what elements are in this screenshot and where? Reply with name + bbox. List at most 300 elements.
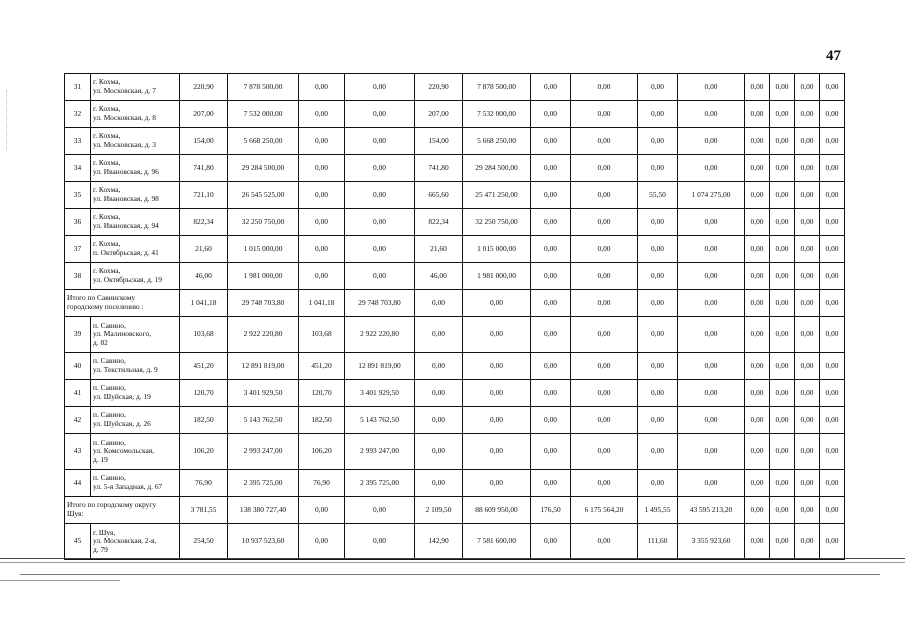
value-cell: 182,50 xyxy=(180,407,228,434)
value-cell: 21,60 xyxy=(180,236,228,263)
address-cell-line: г. Кохма, xyxy=(93,104,121,114)
value-cell: 0,00 xyxy=(795,182,820,209)
row-number: 36 xyxy=(65,209,91,236)
address-cell-line: г. Кохма, xyxy=(93,266,121,276)
address-cell xyxy=(91,74,180,101)
value-cell: 88 609 950,00 xyxy=(463,497,531,524)
address-cell-line: ул. Комсомольская, xyxy=(93,446,155,456)
value-cell: 0,00 xyxy=(745,128,770,155)
address-cell-line: ул. Московская, д. 7 xyxy=(93,86,156,95)
value-cell: 0,00 xyxy=(678,407,745,434)
value-cell: 0,00 xyxy=(531,101,571,128)
value-cell: 0,00 xyxy=(795,317,820,353)
value-cell: 0,00 xyxy=(531,209,571,236)
value-cell: 0,00 xyxy=(299,263,345,290)
table-row xyxy=(65,74,845,101)
value-cell: 0,00 xyxy=(678,434,745,470)
value-cell: 451,20 xyxy=(180,353,228,380)
value-cell: 207,00 xyxy=(180,101,228,128)
table-row xyxy=(65,236,845,263)
value-cell: 0,00 xyxy=(345,182,415,209)
row-number: 44 xyxy=(65,470,91,497)
address-cell-line: ул. Ивановская, д. 94 xyxy=(93,221,159,230)
value-cell: 0,00 xyxy=(531,182,571,209)
table-row xyxy=(65,155,845,182)
value-cell: 0,00 xyxy=(795,74,820,101)
value-cell: 0,00 xyxy=(638,407,678,434)
value-cell: 182,50 xyxy=(299,407,345,434)
value-cell: 822,34 xyxy=(180,209,228,236)
address-cell-line: п. Савино, xyxy=(93,437,126,447)
value-cell: 0,00 xyxy=(299,497,345,524)
address-cell xyxy=(91,182,180,209)
value-cell: 0,00 xyxy=(678,353,745,380)
value-cell: 0,00 xyxy=(531,407,571,434)
value-cell: 0,00 xyxy=(345,101,415,128)
value-cell: 0,00 xyxy=(678,155,745,182)
value-cell: 0,00 xyxy=(299,155,345,182)
margin-mark xyxy=(6,90,8,150)
subtotal-label xyxy=(65,497,180,524)
value-cell: 0,00 xyxy=(820,128,845,155)
value-cell: 0,00 xyxy=(770,263,795,290)
subtotal-label-line: Итого по городскому округу xyxy=(67,500,157,510)
value-cell: 0,00 xyxy=(678,470,745,497)
value-cell: 0,00 xyxy=(820,380,845,407)
value-cell: 0,00 xyxy=(299,74,345,101)
address-cell xyxy=(91,236,180,263)
address-cell-line: г. Кохма, xyxy=(93,212,121,222)
value-cell: 5 143 762,50 xyxy=(345,407,415,434)
address-cell-line: ул. Ивановская, д. 98 xyxy=(93,194,159,203)
value-cell: 0,00 xyxy=(638,470,678,497)
value-cell: 26 545 525,00 xyxy=(228,182,299,209)
value-cell: 55,50 xyxy=(638,182,678,209)
value-cell: 0,00 xyxy=(531,524,571,560)
address-cell-line: п. Савино, xyxy=(93,320,126,330)
table-body xyxy=(65,74,845,560)
value-cell: 0,00 xyxy=(820,263,845,290)
value-cell: 0,00 xyxy=(770,182,795,209)
value-cell: 0,00 xyxy=(795,470,820,497)
value-cell: 0,00 xyxy=(820,182,845,209)
value-cell: 0,00 xyxy=(463,380,531,407)
value-cell: 0,00 xyxy=(770,128,795,155)
value-cell: 0,00 xyxy=(745,524,770,560)
housing-register-table xyxy=(64,73,845,560)
value-cell: 0,00 xyxy=(463,407,531,434)
row-number: 39 xyxy=(65,317,91,353)
value-cell: 0,00 xyxy=(820,209,845,236)
value-cell: 0,00 xyxy=(678,209,745,236)
value-cell: 1 015 000,00 xyxy=(228,236,299,263)
address-cell xyxy=(91,524,180,560)
value-cell: 3 401 929,50 xyxy=(228,380,299,407)
value-cell: 0,00 xyxy=(745,407,770,434)
row-number: 35 xyxy=(65,182,91,209)
value-cell: 0,00 xyxy=(299,209,345,236)
value-cell: 741,80 xyxy=(415,155,463,182)
value-cell: 0,00 xyxy=(415,470,463,497)
address-cell-line: г. Кохма, xyxy=(93,77,121,87)
value-cell: 0,00 xyxy=(531,470,571,497)
value-cell: 0,00 xyxy=(415,353,463,380)
value-cell: 0,00 xyxy=(678,101,745,128)
value-cell: 103,68 xyxy=(299,317,345,353)
value-cell: 29 284 500,00 xyxy=(228,155,299,182)
value-cell: 0,00 xyxy=(571,101,638,128)
address-cell xyxy=(91,101,180,128)
table-row xyxy=(65,209,845,236)
value-cell: 0,00 xyxy=(638,317,678,353)
value-cell: 0,00 xyxy=(745,74,770,101)
value-cell: 451,20 xyxy=(299,353,345,380)
value-cell: 5 668 250,00 xyxy=(228,128,299,155)
row-number: 43 xyxy=(65,434,91,470)
value-cell: 0,00 xyxy=(299,128,345,155)
table-row xyxy=(65,263,845,290)
address-cell-line: п. Савино, xyxy=(93,410,126,420)
value-cell: 0,00 xyxy=(770,524,795,560)
value-cell: 0,00 xyxy=(770,209,795,236)
value-cell: 0,00 xyxy=(770,434,795,470)
value-cell: 0,00 xyxy=(571,524,638,560)
value-cell: 0,00 xyxy=(345,497,415,524)
value-cell: 32 250 750,00 xyxy=(463,209,531,236)
value-cell: 0,00 xyxy=(571,317,638,353)
value-cell: 120,70 xyxy=(180,380,228,407)
address-cell xyxy=(91,407,180,434)
value-cell: 0,00 xyxy=(770,236,795,263)
value-cell: 2 993 247,00 xyxy=(345,434,415,470)
value-cell: 0,00 xyxy=(770,290,795,317)
value-cell: 0,00 xyxy=(678,380,745,407)
address-cell-line: ул. Московская, д. 8 xyxy=(93,113,156,122)
value-cell: 43 595 213,20 xyxy=(678,497,745,524)
value-cell: 0,00 xyxy=(463,353,531,380)
value-cell: 0,00 xyxy=(345,74,415,101)
value-cell: 0,00 xyxy=(745,209,770,236)
address-cell xyxy=(91,128,180,155)
address-cell-line: п. Савино, xyxy=(93,383,126,393)
value-cell: 0,00 xyxy=(571,128,638,155)
value-cell: 5 143 762,50 xyxy=(228,407,299,434)
value-cell: 0,00 xyxy=(745,470,770,497)
value-cell: 0,00 xyxy=(638,155,678,182)
value-cell: 0,00 xyxy=(745,236,770,263)
value-cell: 0,00 xyxy=(678,74,745,101)
value-cell: 2 395 725,00 xyxy=(228,470,299,497)
value-cell: 142,90 xyxy=(415,524,463,560)
table-row xyxy=(65,380,845,407)
value-cell: 0,00 xyxy=(795,524,820,560)
row-number: 41 xyxy=(65,380,91,407)
value-cell: 0,00 xyxy=(795,128,820,155)
page-number: 47 xyxy=(826,48,841,64)
value-cell: 0,00 xyxy=(345,155,415,182)
value-cell: 0,00 xyxy=(745,263,770,290)
value-cell: 7 532 000,00 xyxy=(228,101,299,128)
value-cell: 0,00 xyxy=(745,101,770,128)
value-cell: 0,00 xyxy=(795,155,820,182)
row-number: 37 xyxy=(65,236,91,263)
value-cell: 21,60 xyxy=(415,236,463,263)
address-cell xyxy=(91,470,180,497)
value-cell: 0,00 xyxy=(795,434,820,470)
value-cell: 822,34 xyxy=(415,209,463,236)
value-cell: 46,00 xyxy=(180,263,228,290)
value-cell: 0,00 xyxy=(531,317,571,353)
value-cell: 721,10 xyxy=(180,182,228,209)
address-cell-line: ул. Ивановская, д. 96 xyxy=(93,167,159,176)
value-cell: 0,00 xyxy=(820,470,845,497)
value-cell: 0,00 xyxy=(571,407,638,434)
address-cell-line: г. Кохма, xyxy=(93,239,121,249)
value-cell: 106,20 xyxy=(180,434,228,470)
value-cell: 0,00 xyxy=(678,128,745,155)
value-cell: 0,00 xyxy=(571,470,638,497)
subtotal-label-line: городскому поселению : xyxy=(67,302,144,311)
value-cell: 0,00 xyxy=(820,353,845,380)
value-cell: 0,00 xyxy=(571,236,638,263)
value-cell: 5 668 250,00 xyxy=(463,128,531,155)
value-cell: 220,90 xyxy=(180,74,228,101)
value-cell: 154,00 xyxy=(180,128,228,155)
value-cell: 0,00 xyxy=(571,290,638,317)
address-cell-line: г. Кохма, xyxy=(93,158,121,168)
row-number: 45 xyxy=(65,524,91,560)
table-row xyxy=(65,101,845,128)
value-cell: 1 041,18 xyxy=(180,290,228,317)
value-cell: 0,00 xyxy=(463,434,531,470)
value-cell: 0,00 xyxy=(463,317,531,353)
value-cell: 0,00 xyxy=(345,263,415,290)
value-cell: 0,00 xyxy=(678,236,745,263)
value-cell: 154,00 xyxy=(415,128,463,155)
bottom-rule xyxy=(0,562,905,563)
table-row xyxy=(65,524,845,560)
value-cell: 76,90 xyxy=(299,470,345,497)
subtotal-row xyxy=(65,497,845,524)
value-cell: 7 878 500,00 xyxy=(463,74,531,101)
value-cell: 0,00 xyxy=(531,155,571,182)
value-cell: 2 993 247,00 xyxy=(228,434,299,470)
value-cell: 0,00 xyxy=(638,434,678,470)
address-cell xyxy=(91,209,180,236)
value-cell: 0,00 xyxy=(820,434,845,470)
value-cell: 2 922 220,80 xyxy=(228,317,299,353)
row-number: 34 xyxy=(65,155,91,182)
address-cell xyxy=(91,155,180,182)
value-cell: 220,90 xyxy=(415,74,463,101)
value-cell: 2 922 220,80 xyxy=(345,317,415,353)
value-cell: 176,50 xyxy=(531,497,571,524)
address-cell-line: ул. Малиновского, xyxy=(93,329,151,339)
value-cell: 7 532 000,00 xyxy=(463,101,531,128)
value-cell: 0,00 xyxy=(795,407,820,434)
value-cell: 0,00 xyxy=(745,434,770,470)
value-cell: 29 748 703,80 xyxy=(228,290,299,317)
value-cell: 0,00 xyxy=(770,353,795,380)
value-cell: 1 981 000,00 xyxy=(228,263,299,290)
address-cell xyxy=(91,353,180,380)
value-cell: 0,00 xyxy=(770,380,795,407)
value-cell: 0,00 xyxy=(770,407,795,434)
value-cell: 29 748 703,80 xyxy=(345,290,415,317)
value-cell: 0,00 xyxy=(345,524,415,560)
value-cell: 0,00 xyxy=(571,209,638,236)
value-cell: 46,00 xyxy=(415,263,463,290)
value-cell: 0,00 xyxy=(571,353,638,380)
value-cell: 0,00 xyxy=(795,236,820,263)
value-cell: 0,00 xyxy=(531,236,571,263)
value-cell: 0,00 xyxy=(571,434,638,470)
table-row xyxy=(65,128,845,155)
address-cell-line: д. 82 xyxy=(93,337,108,347)
value-cell: 0,00 xyxy=(745,182,770,209)
value-cell: 106,20 xyxy=(299,434,345,470)
value-cell: 0,00 xyxy=(820,497,845,524)
value-cell: 0,00 xyxy=(795,353,820,380)
value-cell: 0,00 xyxy=(531,434,571,470)
row-number: 33 xyxy=(65,128,91,155)
address-cell-line: ул. Московская, 2-я, xyxy=(93,536,157,546)
value-cell: 7 581 600,00 xyxy=(463,524,531,560)
address-cell-line: ул. Шуйская, д. 19 xyxy=(93,392,151,401)
value-cell: 111,60 xyxy=(638,524,678,560)
value-cell: 0,00 xyxy=(463,470,531,497)
value-cell: 0,00 xyxy=(638,236,678,263)
address-cell-line: г. Кохма, xyxy=(93,185,121,195)
value-cell: 0,00 xyxy=(299,236,345,263)
value-cell: 2 395 725,00 xyxy=(345,470,415,497)
table-row xyxy=(65,353,845,380)
address-cell-line: п. Савино, xyxy=(93,473,126,483)
value-cell: 0,00 xyxy=(415,317,463,353)
value-cell: 0,00 xyxy=(638,263,678,290)
address-cell-line: ул. 5-я Западная, д. 67 xyxy=(93,482,163,491)
value-cell: 0,00 xyxy=(638,380,678,407)
value-cell: 0,00 xyxy=(638,74,678,101)
bottom-rule xyxy=(0,580,120,581)
address-cell xyxy=(91,263,180,290)
value-cell: 29 284 500,00 xyxy=(463,155,531,182)
value-cell: 207,00 xyxy=(415,101,463,128)
address-cell-line: д. 19 xyxy=(93,454,108,464)
value-cell: 0,00 xyxy=(770,470,795,497)
value-cell: 0,00 xyxy=(638,101,678,128)
value-cell: 0,00 xyxy=(745,353,770,380)
value-cell: 0,00 xyxy=(345,209,415,236)
value-cell: 0,00 xyxy=(531,380,571,407)
value-cell: 0,00 xyxy=(745,497,770,524)
value-cell: 0,00 xyxy=(415,290,463,317)
address-cell-line: п. Октябрьская, д. 41 xyxy=(93,248,159,257)
value-cell: 0,00 xyxy=(299,101,345,128)
value-cell: 0,00 xyxy=(820,101,845,128)
table-row xyxy=(65,182,845,209)
value-cell: 0,00 xyxy=(745,380,770,407)
row-number: 32 xyxy=(65,101,91,128)
row-number: 38 xyxy=(65,263,91,290)
value-cell: 0,00 xyxy=(531,290,571,317)
value-cell: 0,00 xyxy=(571,380,638,407)
value-cell: 3 355 923,60 xyxy=(678,524,745,560)
bottom-rule xyxy=(0,558,905,559)
table-row xyxy=(65,407,845,434)
value-cell: 6 175 564,20 xyxy=(571,497,638,524)
address-cell xyxy=(91,317,180,353)
address-cell-line: п. Савино, xyxy=(93,356,126,366)
value-cell: 1 015 000,00 xyxy=(463,236,531,263)
value-cell: 1 981 000,00 xyxy=(463,263,531,290)
address-cell xyxy=(91,434,180,470)
value-cell: 0,00 xyxy=(571,74,638,101)
address-cell xyxy=(91,380,180,407)
value-cell: 0,00 xyxy=(745,317,770,353)
address-cell-line: ул. Шуйская, д. 26 xyxy=(93,419,151,428)
value-cell: 0,00 xyxy=(820,74,845,101)
value-cell: 0,00 xyxy=(638,128,678,155)
value-cell: 0,00 xyxy=(531,74,571,101)
value-cell: 0,00 xyxy=(820,290,845,317)
value-cell: 0,00 xyxy=(770,74,795,101)
value-cell: 0,00 xyxy=(795,263,820,290)
value-cell: 254,50 xyxy=(180,524,228,560)
value-cell: 1 074 275,00 xyxy=(678,182,745,209)
value-cell: 0,00 xyxy=(770,101,795,128)
value-cell: 12 891 819,00 xyxy=(345,353,415,380)
value-cell: 3 401 929,50 xyxy=(345,380,415,407)
value-cell: 10 937 523,60 xyxy=(228,524,299,560)
table-row xyxy=(65,317,845,353)
value-cell: 120,70 xyxy=(299,380,345,407)
value-cell: 0,00 xyxy=(820,317,845,353)
value-cell: 0,00 xyxy=(678,263,745,290)
value-cell: 0,00 xyxy=(795,209,820,236)
value-cell: 1 495,55 xyxy=(638,497,678,524)
value-cell: 0,00 xyxy=(531,263,571,290)
value-cell: 32 250 750,00 xyxy=(228,209,299,236)
address-cell-line: ул. Текстильная, д. 9 xyxy=(93,365,158,374)
value-cell: 0,00 xyxy=(795,290,820,317)
value-cell: 3 781,55 xyxy=(180,497,228,524)
value-cell: 0,00 xyxy=(571,263,638,290)
value-cell: 0,00 xyxy=(345,128,415,155)
value-cell: 0,00 xyxy=(463,290,531,317)
row-number: 40 xyxy=(65,353,91,380)
value-cell: 0,00 xyxy=(770,155,795,182)
value-cell: 0,00 xyxy=(795,101,820,128)
value-cell: 0,00 xyxy=(820,407,845,434)
value-cell: 0,00 xyxy=(770,317,795,353)
subtotal-row xyxy=(65,290,845,317)
address-cell-line: д. 79 xyxy=(93,544,108,554)
value-cell: 0,00 xyxy=(571,155,638,182)
value-cell: 0,00 xyxy=(531,128,571,155)
value-cell: 0,00 xyxy=(678,317,745,353)
subtotal-label xyxy=(65,290,180,317)
address-cell-line: ул. Октябрьская, д. 19 xyxy=(93,275,162,284)
value-cell: 76,90 xyxy=(180,470,228,497)
value-cell: 0,00 xyxy=(638,353,678,380)
address-cell-line: г. Кохма, xyxy=(93,131,121,141)
value-cell: 0,00 xyxy=(299,182,345,209)
subtotal-label-line: Шуя: xyxy=(67,509,84,518)
value-cell: 0,00 xyxy=(415,407,463,434)
value-cell: 0,00 xyxy=(299,524,345,560)
value-cell: 0,00 xyxy=(571,182,638,209)
